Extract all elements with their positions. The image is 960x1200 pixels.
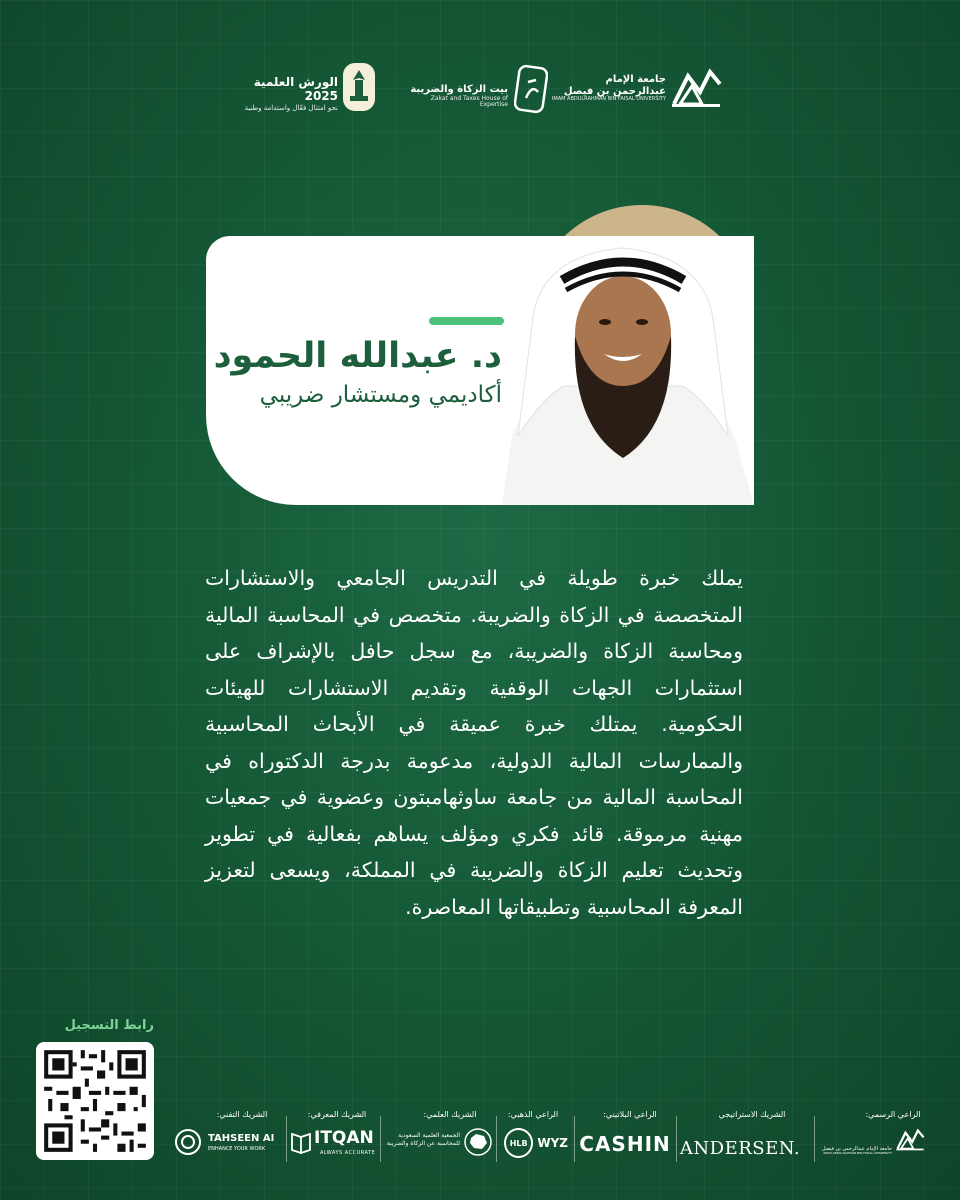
university-emblem-icon	[894, 1126, 926, 1152]
sponsor-official-logo	[822, 1124, 926, 1164]
sponsor-hlb-logo: HLB	[504, 1128, 533, 1158]
sponsor-divider	[380, 1116, 381, 1162]
tahseen-circle-icon	[174, 1128, 202, 1156]
book-icon	[290, 1130, 312, 1154]
speaker-title: أكاديمي ومستشار ضريبي	[259, 382, 502, 408]
zakat-house-emblem-icon	[514, 64, 548, 114]
sponsor-label-strategic: الشريك الاستراتيجي	[718, 1110, 786, 1119]
workshops-title: الورش العلمية 2025	[253, 75, 338, 103]
zakat-house-name-en: Zakat and Taxes House of Expertise	[430, 94, 508, 109]
university-logo	[551, 64, 722, 110]
zakat-house-logo	[404, 64, 548, 114]
sponsor-label-technical: الشريك التقني:	[216, 1110, 268, 1119]
sponsor-divider	[676, 1116, 677, 1162]
sponsor-label-platinum: الراعي البلاتيني:	[603, 1110, 657, 1119]
sponsor-gold-logos	[504, 1128, 568, 1158]
workshops-subtitle: نحو امتثال فعّال واستدامة وطنية	[244, 103, 338, 112]
sponsor-label-gold: الراعي الذهبي:	[507, 1110, 559, 1119]
sponsor-divider	[574, 1116, 575, 1162]
sponsor-tahseen-tagline: ENHANCE YOUR WORK	[208, 1146, 266, 1152]
sponsor-divider	[496, 1116, 497, 1162]
workshops-emblem-icon	[342, 62, 376, 112]
zakat-house-name-ar: بيت الزكاة والضريبة	[410, 84, 508, 95]
speaker-photo	[492, 236, 754, 505]
sponsor-scientific-logo	[384, 1126, 492, 1162]
sponsor-andersen-logo: ANDERSEN.	[679, 1137, 801, 1159]
sponsor-label-knowledge: الشريك المعرفي:	[307, 1110, 367, 1119]
sponsor-itqan-tagline: ALWAYS ACCURATE	[320, 1150, 376, 1156]
university-emblem-icon	[670, 64, 722, 110]
sponsor-label-scientific: الشريك العلمي:	[423, 1110, 477, 1119]
sponsor-tahseen-logo	[174, 1126, 282, 1162]
sponsor-cashin-logo: CASHIN	[579, 1132, 671, 1156]
sponsor-divider	[286, 1116, 287, 1162]
university-name-ar: جامعة الإمام عبدالرحمن بن فيصل	[563, 74, 666, 97]
sponsor-official-name-en: IMAM ABDULRAHMAN BIN FAISAL UNIVERSITY	[823, 1151, 892, 1155]
registration-label: رابط التسجيل	[64, 1018, 154, 1033]
qr-code-icon	[36, 1042, 154, 1160]
registration-qr-code[interactable]	[36, 1042, 154, 1160]
speaker-name: د. عبدالله الحمود	[213, 336, 502, 376]
sponsor-label-official: الراعي الرسمي:	[865, 1110, 921, 1119]
sponsor-itqan-name: ITQAN	[314, 1128, 374, 1148]
speaker-bio: يملك خبرة طويلة في التدريس الجامعي والاستشارات المتخصصة في الزكاة والضريبة. متخصص في المحاسبة المالية ومحاسبة الزكاة والضريبة، مع سجل حافل بالإشراف على استثمارات الجهات الوقفية وتقديم الاستشارات للهيئات الحكومية. يمتلك خبرة عميقة في الأبحاث المحاسبية والممارسات المالية الدولية، مدعومة بدرجة الدكتوراه في المحاسبة المالية من جامعة ساوثهامبتون وعضوية في جمعيات مهنية مرموقة. قائد فكري ومؤلف يساهم بفعالية في تطوير وتحديث تعليم الزكاة والضريبة في المملكة، ويسعى لتعزيز المعرفة المحاسبية وتطبيقاتها المعاصرة.	[205, 566, 743, 919]
sponsor-divider	[814, 1116, 815, 1162]
sponsor-official-name-ar: جامعة الإمام عبدالرحمن بن فيصل	[821, 1146, 892, 1152]
accent-bar	[429, 317, 504, 325]
sponsor-scientific-name: الجمعية العلمية السعودية للمحاسبة عن الزكاة والضريبة	[386, 1132, 460, 1147]
workshops-logo	[238, 62, 376, 112]
sponsor-itqan-logo	[290, 1126, 376, 1162]
sponsor-tahseen-name: TAHSEEN AI	[208, 1133, 275, 1144]
university-name-en: IMAM ABDULRAHMAN BIN FAISAL UNIVERSITY	[551, 96, 666, 102]
sponsor-wyz-logo: WYZ	[537, 1136, 568, 1150]
saudi-map-icon	[464, 1128, 492, 1156]
